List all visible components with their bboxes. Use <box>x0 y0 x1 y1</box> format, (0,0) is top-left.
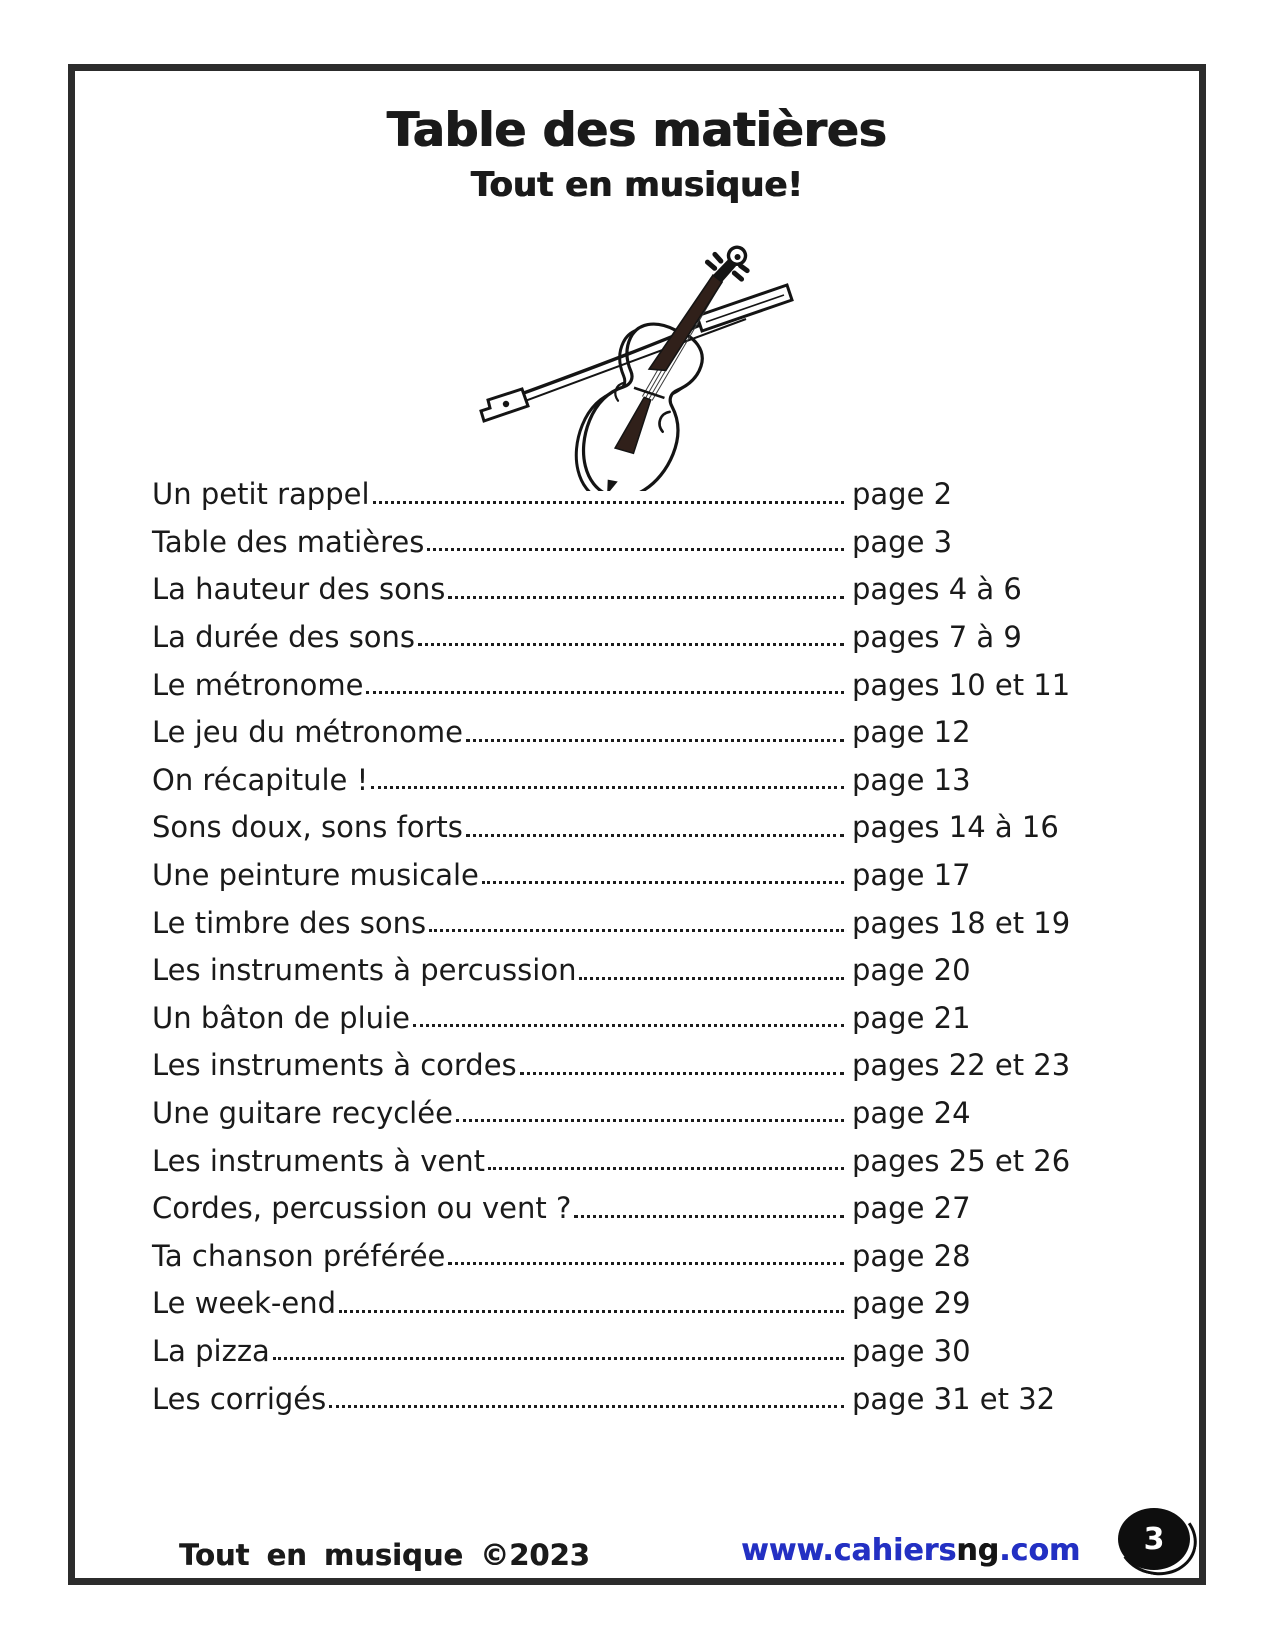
toc-dotted-leader <box>418 643 844 646</box>
toc-entry-page: page 28 <box>852 1238 971 1273</box>
toc-entry-label: Cordes, percussion ou vent ? <box>152 1191 572 1226</box>
footer-copyright: Tout en musique ©2023 <box>179 1538 590 1572</box>
toc-dotted-leader <box>466 739 844 742</box>
toc-row <box>152 891 1080 939</box>
toc-entry-label: On récapitule ! <box>152 762 369 797</box>
toc-entry-page: pages 7 à 9 <box>852 620 1022 655</box>
toc-row <box>152 1082 1080 1130</box>
toc-dotted-leader <box>448 596 844 599</box>
toc-row <box>152 796 1080 844</box>
toc-dotted-leader <box>574 1215 844 1218</box>
toc-entry-label: La pizza <box>152 1333 270 1368</box>
toc-entry-label: Les instruments à percussion <box>152 953 577 988</box>
toc-entry-page: page 21 <box>852 1000 971 1035</box>
toc-row <box>152 987 1080 1035</box>
toc-dotted-leader <box>456 1119 844 1122</box>
toc-dotted-leader <box>371 786 844 789</box>
bow-frog-dot <box>503 401 509 407</box>
toc-entry-page: page 27 <box>852 1191 971 1226</box>
toc-row <box>152 1034 1080 1082</box>
toc-dotted-leader <box>329 1405 844 1408</box>
toc-row <box>152 701 1080 749</box>
toc-row <box>152 844 1080 892</box>
toc-entry-label: Les instruments à vent <box>152 1143 485 1178</box>
toc-dotted-leader <box>373 501 845 504</box>
toc-row <box>152 1272 1080 1320</box>
toc-entry-page: pages 10 et 11 <box>852 667 1071 702</box>
toc-dotted-leader <box>429 929 844 932</box>
page-number-badge <box>1118 1508 1190 1570</box>
toc-entry-page: pages 18 et 19 <box>852 905 1071 940</box>
toc-dotted-leader <box>366 691 844 694</box>
page-subtitle: Tout en musique! <box>470 165 804 205</box>
toc-dotted-leader <box>488 1167 844 1170</box>
toc-entry-label: Le timbre des sons <box>152 905 427 940</box>
toc-dotted-leader <box>466 834 844 837</box>
toc-entry-label: Le métronome <box>152 667 364 702</box>
toc-entry-page: page 31 et 32 <box>852 1381 1056 1416</box>
toc-entry-label: Ta chanson préférée <box>152 1238 446 1273</box>
toc-row <box>152 511 1080 559</box>
toc-entry-label: Sons doux, sons forts <box>152 810 463 845</box>
toc-entry-label: Les corrigés <box>152 1381 327 1416</box>
violin-illustration <box>440 201 860 491</box>
toc-entry-page: pages 22 et 23 <box>852 1048 1071 1083</box>
toc-row <box>152 1320 1080 1368</box>
toc-entry-label: Les instruments à cordes <box>152 1048 517 1083</box>
toc-row <box>152 653 1080 701</box>
toc-entry-page: page 30 <box>852 1333 971 1368</box>
toc-dotted-leader <box>273 1357 844 1360</box>
toc-dotted-leader <box>427 548 844 551</box>
toc-entry-page: page 3 <box>852 524 953 559</box>
toc-row <box>152 463 1080 511</box>
toc-entry-page: page 20 <box>852 953 971 988</box>
toc-row <box>152 1225 1080 1273</box>
toc-entry-page: page 29 <box>852 1286 971 1321</box>
toc-entry-label: Table des matières <box>152 524 425 559</box>
toc-list <box>152 463 1080 1415</box>
toc-dotted-leader <box>520 1072 844 1075</box>
toc-row <box>152 1177 1080 1225</box>
toc-row <box>152 606 1080 654</box>
violin-icon <box>440 201 860 491</box>
toc-entry-page: page 17 <box>852 858 971 893</box>
toc-entry-label: Un bâton de pluie <box>152 1000 410 1035</box>
toc-entry-label: Une guitare recyclée <box>152 1096 453 1130</box>
url-segment-black: ng <box>956 1533 1000 1568</box>
toc-row <box>152 749 1080 797</box>
toc-row <box>152 1129 1080 1177</box>
toc-entry-page: page 12 <box>852 715 971 750</box>
toc-dotted-leader <box>413 1024 844 1027</box>
page-frame <box>68 64 1206 1585</box>
toc-entry-label: Un petit rappel <box>152 477 370 512</box>
toc-dotted-leader <box>579 977 844 980</box>
toc-entry-page: pages 14 à 16 <box>852 810 1059 845</box>
toc-row <box>152 558 1080 606</box>
toc-row <box>152 939 1080 987</box>
url-segment-blue-2: .com <box>999 1533 1081 1568</box>
toc-dotted-leader <box>448 1262 844 1265</box>
page-number: 3 <box>1143 1521 1165 1557</box>
page-title: Table des matières <box>387 103 887 158</box>
footer-website-url <box>741 1533 1081 1568</box>
toc-entry-page: pages 25 et 26 <box>852 1143 1071 1178</box>
url-segment-blue: www.cahiers <box>741 1533 957 1568</box>
toc-entry-page: page 2 <box>852 477 953 512</box>
toc-entry-label: La durée des sons <box>152 620 416 655</box>
toc-dotted-leader <box>482 881 844 884</box>
toc-entry-label: La hauteur des sons <box>152 572 446 607</box>
toc-dotted-leader <box>339 1310 844 1313</box>
toc-entry-label: Le week-end <box>152 1286 336 1321</box>
toc-entry-page: page 13 <box>852 762 971 797</box>
toc-entry-page: pages 4 à 6 <box>852 572 1022 607</box>
toc-row <box>152 1367 1080 1415</box>
toc-entry-label: Une peinture musicale <box>152 858 479 893</box>
toc-entry-label: Le jeu du métronome <box>152 715 463 750</box>
toc-entry-page: page 24 <box>852 1096 971 1130</box>
